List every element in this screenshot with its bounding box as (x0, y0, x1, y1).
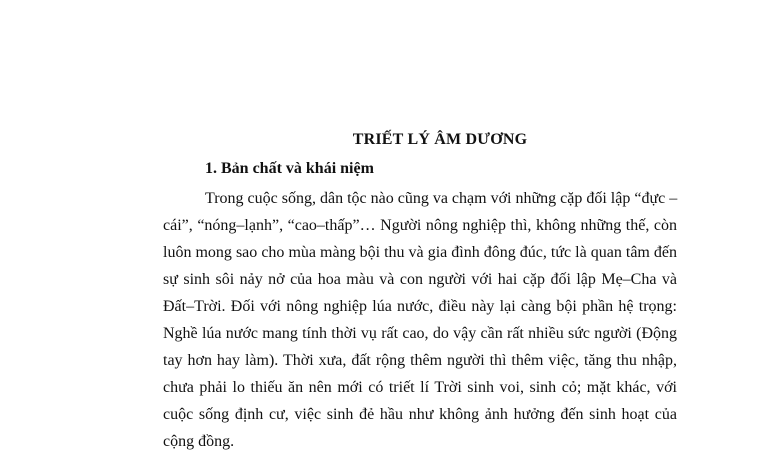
paragraph-line: chưa phải lo thiếu ăn nên mới có triết lí Trời sinh voi, sinh cỏ; mặt khác, với (163, 379, 677, 396)
paragraph-line: Nghề lúa nước mang tính thời vụ rất cao, do vậy cần rất nhiều sức người (Động (163, 325, 677, 342)
body-paragraph (163, 185, 677, 455)
paragraph-line: cộng đồng. (163, 433, 235, 450)
paragraph-line: luôn mong sao cho mùa màng bội thu và gia đình đông đúc, tức là quan tâm đến (163, 244, 677, 261)
paragraph-line: tay hơn hay làm). Thời xưa, đất rộng thêm người thì thêm việc, tăng thu nhập, (163, 352, 677, 369)
paragraph-line: cái”, “nóng–lạnh”, “cao–thấp”… Người nông nghiệp thì, không những thế, còn (163, 217, 677, 234)
document-title: TRIẾT LÝ ÂM DƯƠNG (352, 131, 528, 148)
section-heading: 1. Bản chất và khái niệm (205, 160, 374, 177)
paragraph-line: Trong cuộc sống, dân tộc nào cũng va chạm với những cặp đối lập “đực – (205, 190, 678, 207)
paragraph-line: cuộc sống định cư, việc sinh đẻ hầu như không ảnh hưởng đến sinh hoạt của (163, 406, 677, 423)
paragraph-line: sự sinh sôi nảy nở của hoa màu và con người với hai cặp đối lập Mẹ–Cha và (163, 271, 677, 288)
paragraph-line: Đất–Trời. Đối với nông nghiệp lúa nước, điều này lại càng bội phần hệ trọng: (163, 298, 677, 315)
